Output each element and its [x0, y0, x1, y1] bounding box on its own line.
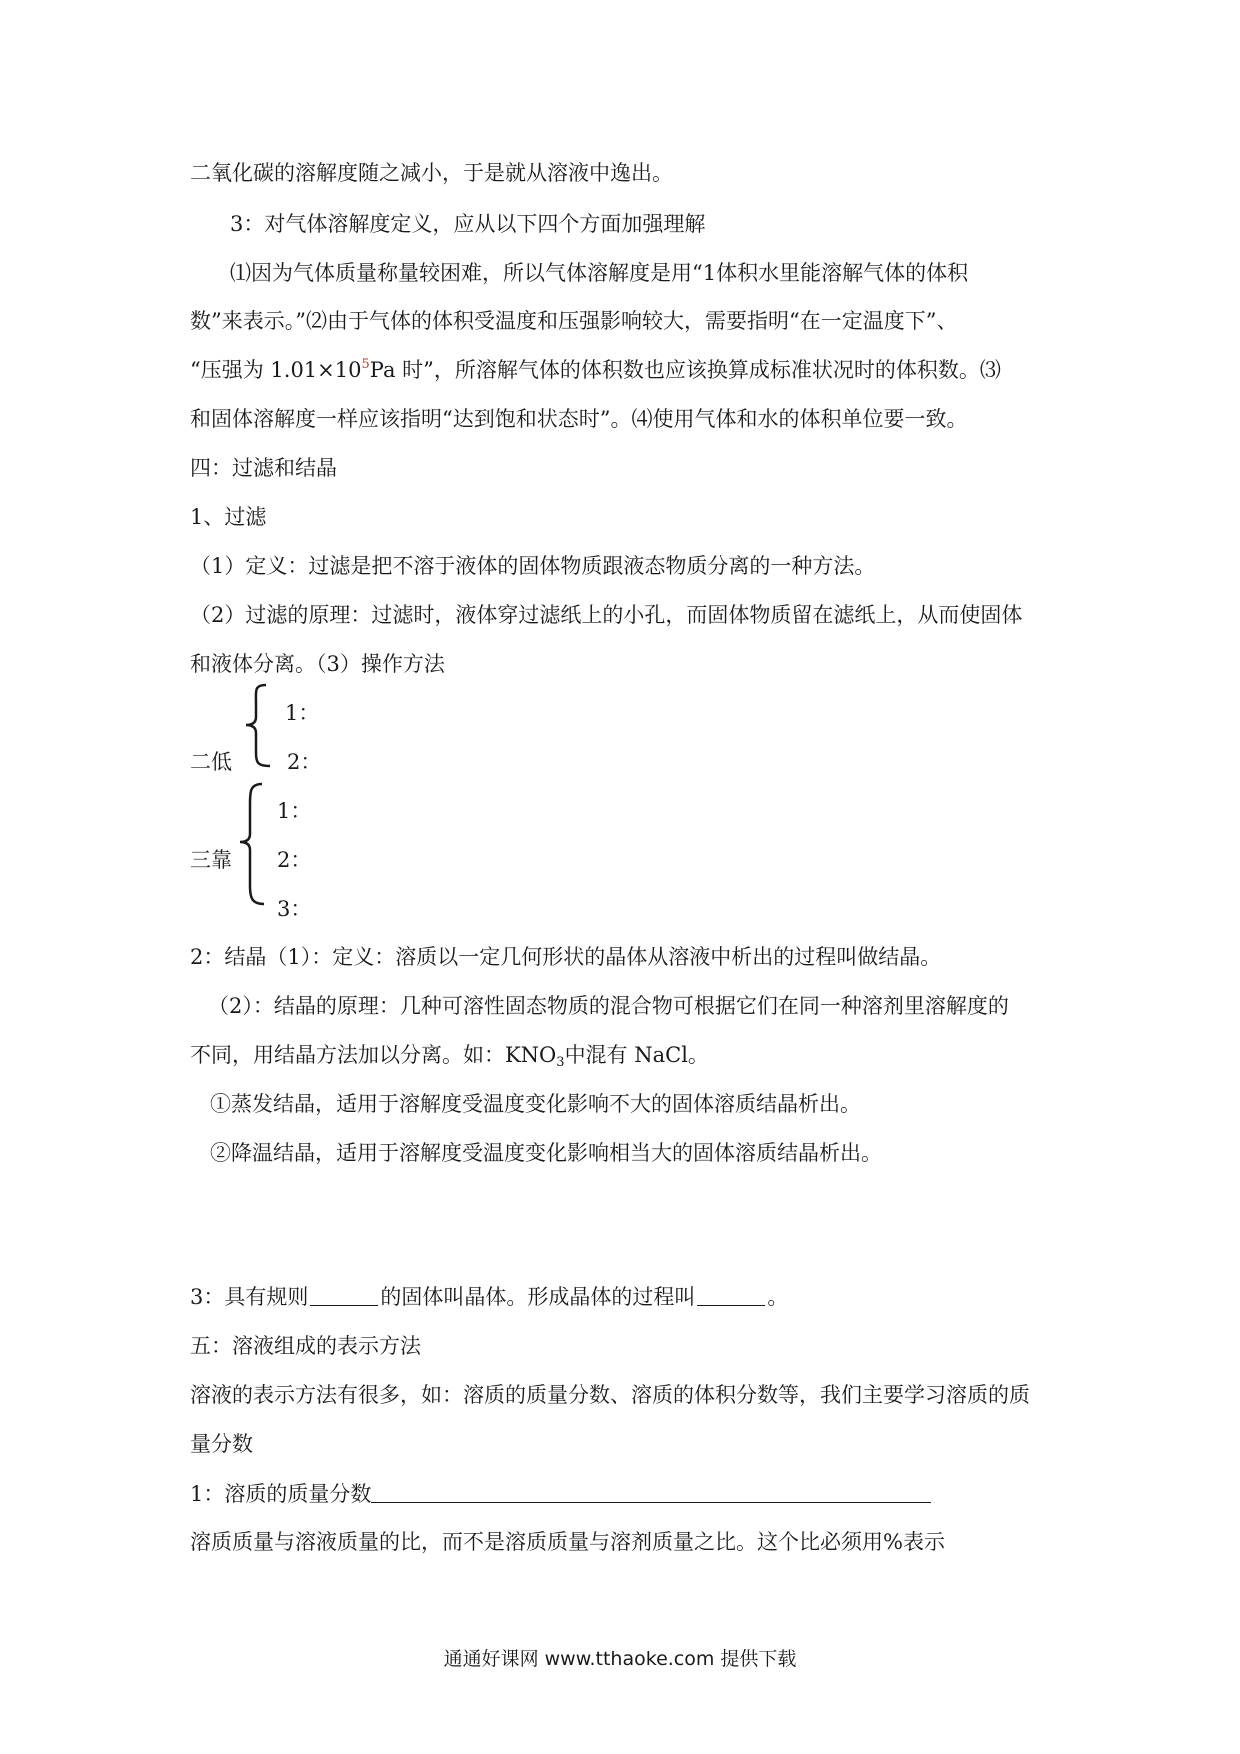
text-segment: 。 [767, 1285, 789, 1309]
text-line [190, 1284, 788, 1310]
text-segment: 1：溶质的质量分数 [190, 1482, 372, 1506]
fill-in-blank[interactable] [697, 1285, 765, 1306]
left-brace [238, 782, 268, 907]
text-line: 2：结晶（1）：定义：溶质以一定几何形状的晶体从溶液中析出的过程叫做结晶。 [190, 945, 942, 969]
text-line [190, 1042, 709, 1072]
text-line: ⑴因为气体质量称量较困难，所以气体溶解度是用“1体积水里能溶解气体的体积 [230, 261, 969, 285]
text-line: 溶液的表示方法有很多，如：溶质的质量分数、溶质的体积分数等，我们主要学习溶质的质 [190, 1383, 1030, 1407]
list-item: 2： [287, 750, 322, 774]
subscript: 3 [556, 1055, 565, 1070]
superscript: 5 [361, 357, 370, 372]
text-line: 数”来表示。”⑵由于气体的体积受温度和压强影响较大，需要指明“在一定温度下”、 [190, 309, 958, 333]
text-line: 二氧化碳的溶解度随之减小，于是就从溶液中逸出。 [190, 161, 673, 185]
text-segment: 的固体叫晶体。形成晶体的过程叫 [380, 1285, 696, 1309]
list-item: 1： [285, 701, 320, 725]
text-segment: 3：具有规则 [190, 1285, 309, 1309]
text-line: （2）过滤的原理：过滤时，液体穿过滤纸上的小孔，而固体物质留在滤纸上，从而使固体 [190, 603, 1023, 627]
text-line: ②降温结晶，适用于溶解度受温度变化影响相当大的固体溶质结晶析出。 [210, 1141, 882, 1165]
text-line: 溶质质量与溶液质量的比，而不是溶质质量与溶剂质量之比。这个比必须用%表示 [190, 1530, 945, 1554]
list-item: 3： [277, 897, 312, 921]
text-segment: 中混有 NaCl。 [564, 1043, 709, 1067]
text-line: （1）定义：过滤是把不溶于液体的固体物质跟液态物质分离的一种方法。 [190, 554, 876, 578]
page-footer: 通通好课网 www.tthaoke.com 提供下载 [443, 1648, 797, 1670]
text-line: （2）：结晶的原理：几种可溶性固态物质的混合物可根据它们在同一种溶剂里溶解度的 [208, 994, 1009, 1018]
subsection-heading: 1、过滤 [190, 505, 267, 529]
text-segment: Pa 时”，所溶解气体的体积数也应该换算成标准状况时的体积数。⑶ [369, 358, 1001, 382]
text-segment: “压强为 1.01×10 [190, 358, 362, 382]
text-line: 量分数 [190, 1432, 253, 1456]
text-line [190, 357, 1001, 387]
group-label: 三靠 [190, 848, 232, 872]
fill-in-blank[interactable] [371, 1480, 931, 1503]
text-line: 和液体分离。（3）操作方法 [190, 652, 445, 676]
group-label: 二低 [190, 750, 232, 774]
left-brace [244, 683, 274, 768]
text-line: 和固体溶解度一样应该指明“达到饱和状态时”。⑷使用气体和水的体积单位要一致。 [190, 407, 968, 431]
text-segment: 不同，用结晶方法加以分离。如：KNO [190, 1043, 557, 1067]
text-line [190, 1480, 931, 1507]
list-item: 1： [277, 799, 312, 823]
section-heading: 四：过滤和结晶 [190, 456, 337, 480]
list-item: 2： [277, 848, 312, 872]
text-line: 3：对气体溶解度定义，应从以下四个方面加强理解 [230, 212, 706, 236]
section-heading: 五：溶液组成的表示方法 [190, 1334, 421, 1358]
text-line: ①蒸发结晶，适用于溶解度受温度变化影响不大的固体溶质结晶析出。 [210, 1092, 861, 1116]
fill-in-blank[interactable] [310, 1285, 378, 1306]
